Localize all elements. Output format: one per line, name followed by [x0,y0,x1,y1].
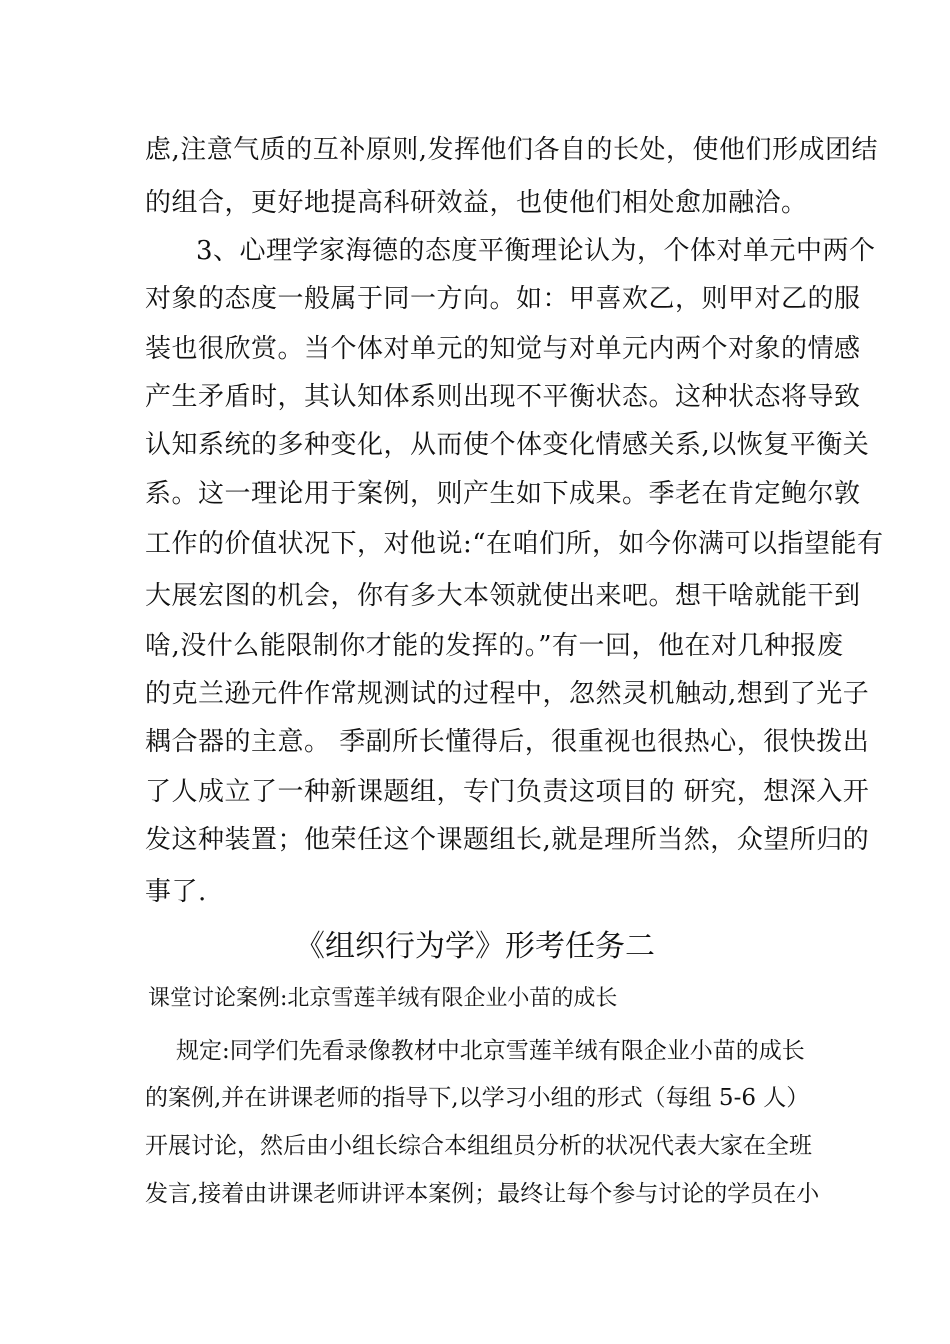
paragraph-line: 发言,接着由讲课老师讲评本案例；最终让每个参与讨论的学员在小 [145,1181,820,1207]
paragraph-line: 了人成立了一种新课题组，专门负责这项目的 研究，想深入开 [145,777,870,807]
paragraph-line: 的克兰逊元件作常规测试的过程中，忽然灵机触动,想到了光子 [145,679,870,709]
paragraph-line: 规定:同学们先看录像教材中北京雪莲羊绒有限企业小苗的成长 [176,1038,805,1064]
paragraph-line: 开展讨论，然后由小组长综合本组组员分析的状况代表大家在全班 [145,1133,812,1159]
page-title: 《组织行为学》形考任务二 [295,929,655,964]
paragraph-line: 大展宏图的机会，你有多大本领就使出来吧。想干啥就能干到 [145,581,861,611]
paragraph-line: 装也很欣赏。当个体对单元的知觉与对单元内两个对象的情感 [145,334,861,364]
paragraph-line: 对象的态度一般属于同一方向。如：甲喜欢乙，则甲对乙的服 [145,284,861,314]
paragraph-line: 的案例,并在讲课老师的指导下,以学习小组的形式（每组 5-6 人） [145,1085,810,1111]
paragraph-line: 虑,注意气质的互补原则,发挥他们各自的长处，使他们形成团结 [145,135,879,165]
paragraph-line: 啥,没什么能限制你才能的发挥的。”有一回，他在对几种报废 [145,631,844,661]
paragraph-line: 的组合，更好地提高科研效益，也使他们相处愈加融洽。 [145,188,808,218]
case-subtitle: 课堂讨论案例:北京雪莲羊绒有限企业小苗的成长 [148,986,618,1011]
paragraph-line: 工作的价值状况下，对他说:“在咱们所，如今你满可以指望能有 [145,529,884,559]
paragraph-line: 事了. [145,877,207,907]
paragraph-line: 发这种装置；他荣任这个课题组长,就是理所当然，众望所归的 [145,825,870,855]
paragraph-line: 认知系统的多种变化，从而使个体变化情感关系,以恢复平衡关 [145,430,870,460]
paragraph-line: 产生矛盾时，其认知体系则出现不平衡状态。这种状态将导致 [145,382,861,412]
paragraph-line: 耦合器的主意。 季副所长懂得后，很重视也很热心，很快拨出 [145,727,870,757]
paragraph-line: 3、心理学家海德的态度平衡理论认为，个体对单元中两个 [196,236,876,266]
paragraph-line: 系。这一理论用于案例，则产生如下成果。季老在肯定鲍尔敦 [145,479,861,509]
